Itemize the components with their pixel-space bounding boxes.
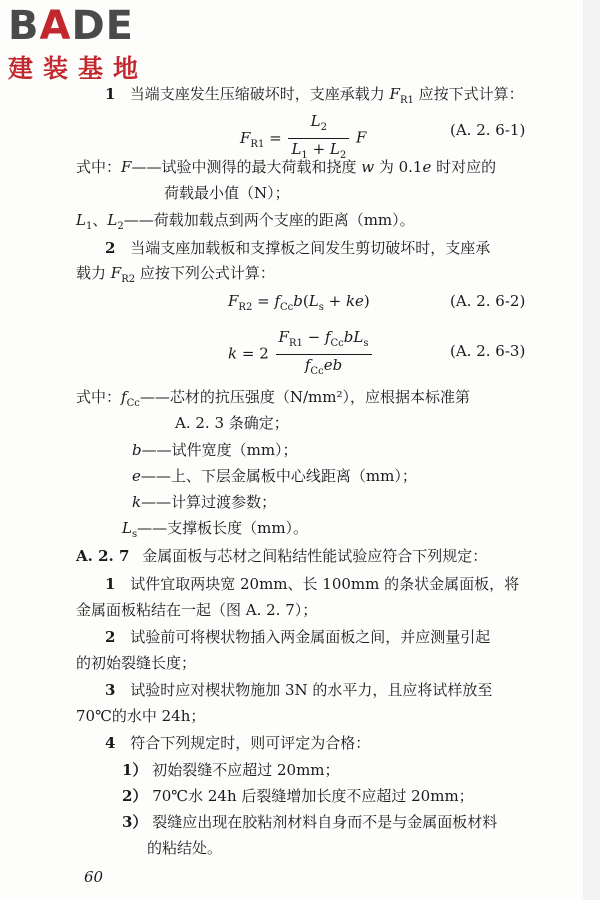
brand-logo (8, 4, 148, 84)
subrule-1 (122, 760, 340, 780)
rule-1-number: 1 (105, 575, 116, 593)
where1-line-1: 式中：F——试验中测得的最大荷载和挠度 w 为 0.1e 时对应的 (76, 158, 497, 176)
subrule-3-number: 3） (122, 813, 148, 831)
subrule-2 (122, 786, 474, 806)
where2-line-1: 式中：$f_{Cc}——$芯材的抗压强度（N/mm²），应根据本标准第 (76, 388, 470, 409)
item-2 (105, 238, 490, 258)
rule-3 (105, 680, 492, 700)
rule-2-number: 2 (105, 628, 116, 646)
page-gutter (583, 0, 600, 900)
subrule-1-text: 初始裂缝不应超过 20mm； (152, 761, 340, 779)
rule-2-line-2: 的初始裂缝长度； (76, 654, 197, 672)
eq1-fraction: $\frac{L_2}{L_1 + L_2}$ (288, 112, 349, 165)
logo-brand-text: BADE (8, 3, 134, 49)
item-2-number: 2 (105, 239, 116, 257)
where2-line-4: e——上、下层金属板中心线距离（mm）； (132, 467, 417, 485)
eq1-label: (A. 2. 6-1) (450, 121, 526, 139)
rule-2-line-1: 试验前可将楔状物插入两金属面板之间，并应测量引起 (130, 628, 491, 646)
eq2-label: (A. 2. 6-2) (450, 292, 526, 310)
subrule-3-line-1: 裂缝应出现在胶粘剂材料自身而不是与金属面板材料 (152, 813, 498, 831)
section-a-2-7 (76, 546, 487, 566)
where2-line-6: $L_s——$支撑板长度（mm）。 (122, 519, 309, 540)
rule-4-number: 4 (105, 734, 116, 752)
item-2-line-2: 载力 $F_{R2}$ 应按下列公式计算： (76, 264, 275, 285)
rule-4 (105, 733, 370, 753)
where2-line-5: k——计算过渡参数； (132, 493, 277, 511)
subrule-2-text: 70℃水 24h 后裂缝增加长度不应超过 20mm； (152, 787, 474, 805)
equation-a-2-6-3: k = 2 $\frac{F_{R1} - f_{Cc}bL_s}{f_{Cc}eb}$ (228, 328, 374, 381)
where2-line-2: A. 2. 3 条确定； (175, 414, 289, 432)
section-number: A. 2. 7 (76, 547, 130, 565)
rule-3-number: 3 (105, 681, 116, 699)
rule-3-line-2: 70℃的水中 24h； (76, 707, 206, 725)
rule-1-line-2: 金属面板粘结在一起（图 A. 2. 7）； (76, 601, 318, 619)
where1-line-3: $L_1$、$L_2——$荷载加载点到两个支座的距离（mm）。 (76, 211, 415, 232)
rule-1 (105, 574, 519, 594)
equation-a-2-6-2: $F_{R2} = f_{Cc}b(L_s + ke)$ (228, 292, 370, 313)
item-1 (105, 84, 524, 111)
item-1-number: 1 (105, 85, 116, 103)
item-2-line-1: 当端支座加载板和支撑板之间发生剪切破坏时，支座承 (130, 239, 491, 257)
where2-line-3: b——试件宽度（mm）； (132, 441, 298, 459)
item-1-text: 当端支座发生压缩破坏时，支座承载力 $F_{R1}$ 应按下式计算： (120, 85, 524, 106)
logo-subtitle: 建装基地 (8, 54, 149, 83)
equation-a-2-6-1: $F_{R1}$ = $\frac{L_2}{L_1 + L_2}$ F (240, 112, 366, 165)
section-text: 金属面板与芯材之间粘结性能试验应符合下列规定： (142, 547, 488, 565)
rule-1-line-1: 试件宜取两块宽 20mm、长 100mm 的条状金属面板，将 (130, 575, 520, 593)
subrule-3 (122, 812, 497, 832)
page-number: 60 (84, 868, 104, 886)
eq3-label: (A. 2. 6-3) (450, 342, 526, 360)
rule-3-line-1: 试验时应对楔状物施加 3N 的水平力，且应将试样放至 (130, 681, 493, 699)
eq3-fraction: $\frac{F_{R1} - f_{Cc}bL_s}{f_{Cc}eb}$ (276, 328, 372, 381)
rule-4-line-1: 符合下列规定时，则可评定为合格： (130, 734, 371, 752)
subrule-2-number: 2） (122, 787, 148, 805)
subrule-1-number: 1） (122, 761, 148, 779)
rule-2 (105, 627, 490, 647)
subrule-3-line-2: 的粘结处。 (147, 839, 223, 857)
where1-line-2: 荷载最小值（N）； (164, 184, 290, 202)
